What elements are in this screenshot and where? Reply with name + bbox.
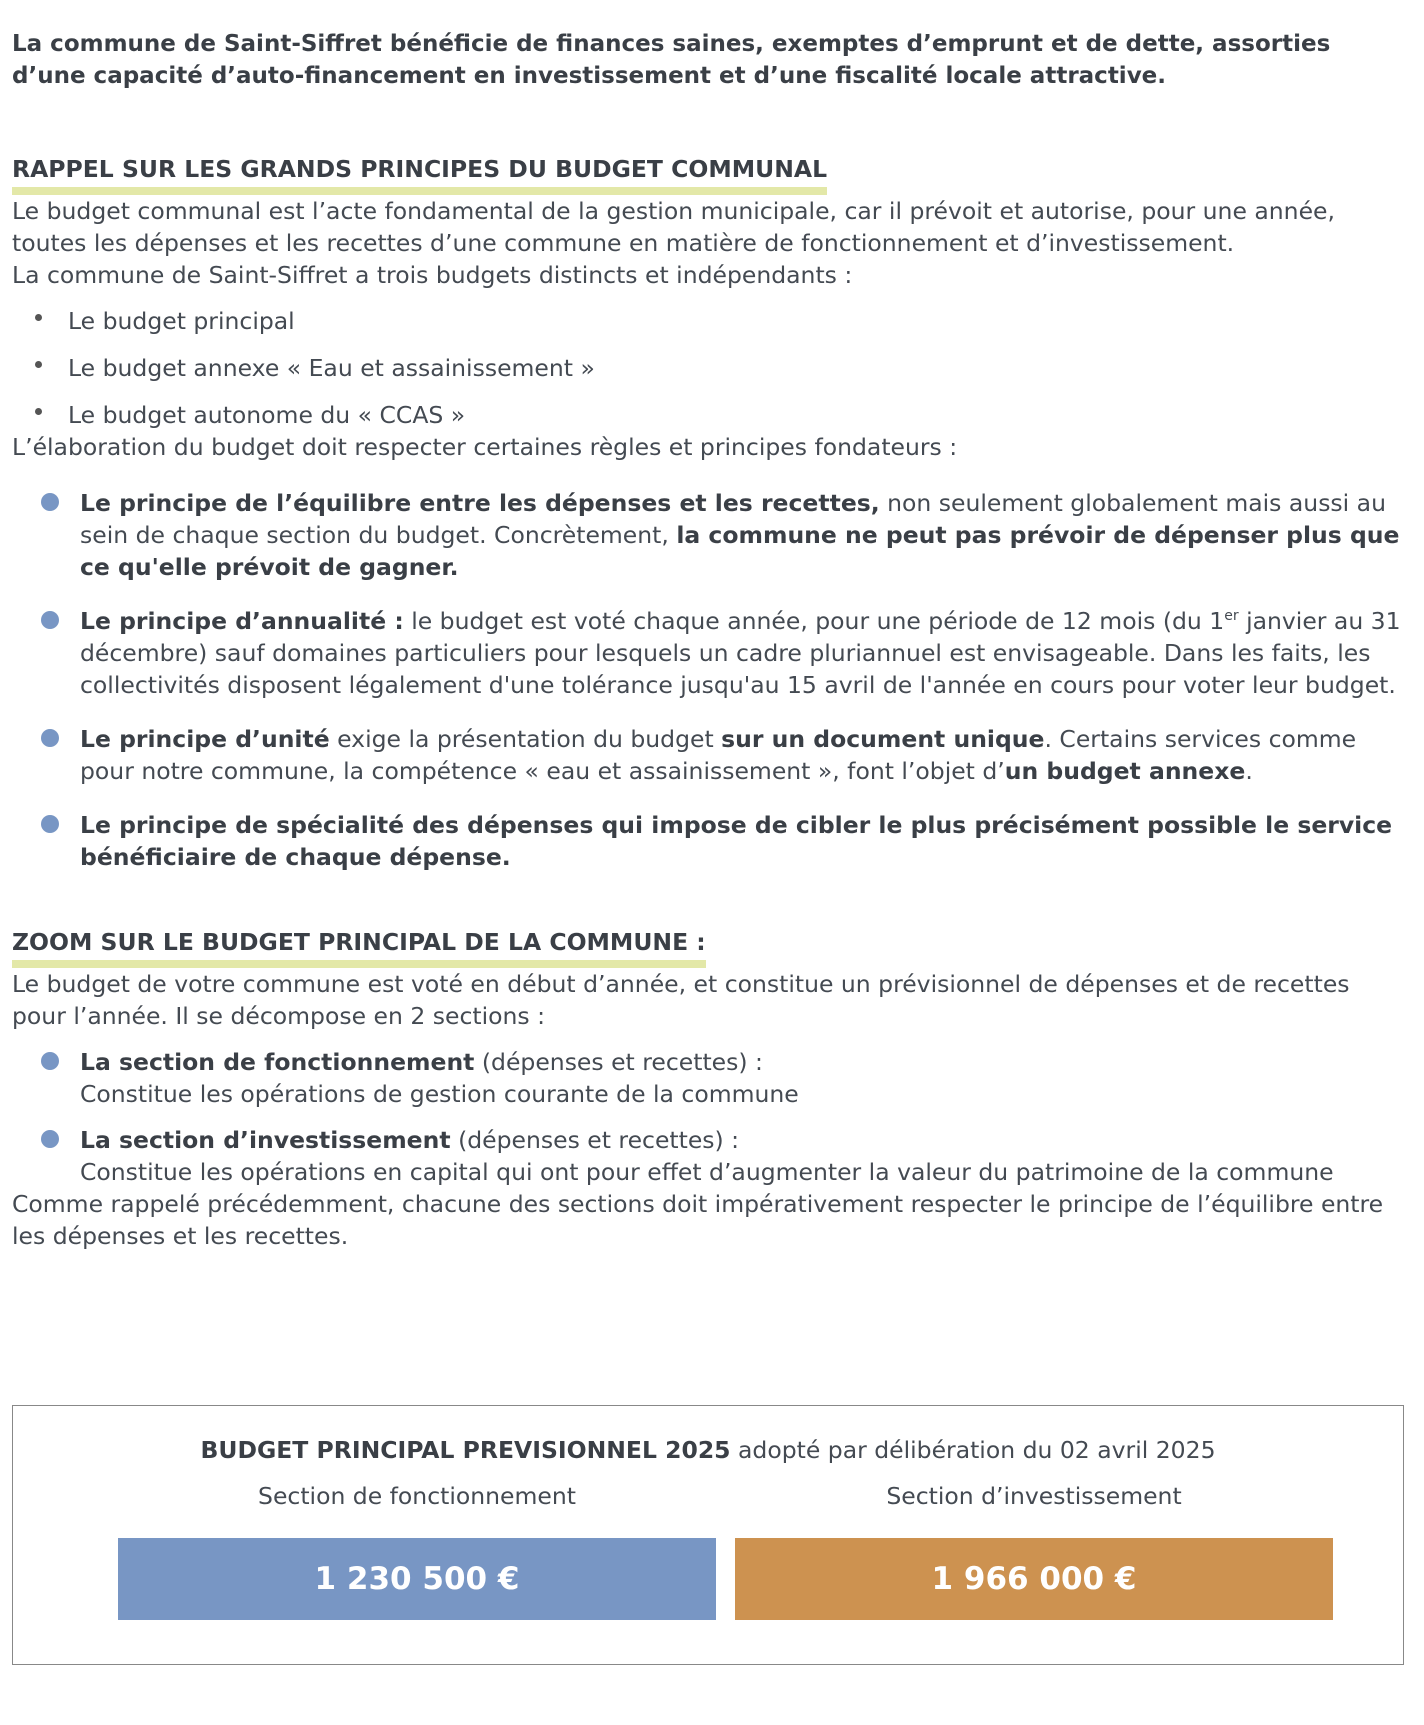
principle-annualite: Le principe d’annualité : le budget est voté chaque année, pour une période de 12 mois (du 1er janvier au 31 décembre) sauf domaines particuliers pour lesquels un cadre pluriannuel est envisageable. Dans les faits, les collectivités disposent légalement d'une tolérance jusqu'au 15 avril de l'année en cours pour voter leur budget. [12,605,1404,701]
three-budgets-paragraph: La commune de Saint-Siffret a trois budgets distincts et indépendants : [12,261,853,289]
bullet-icon [41,1052,59,1070]
principle-equilibre: Le principe de l’équilibre entre les dépenses et les recettes, non seulement globalement mais aussi au sein de chaque section du budget. Concrètement, la commune ne peut pas prévoir de dépenser plus que ce qu'elle prévoit de gagner. [12,487,1404,583]
bullet-icon [41,729,59,747]
principle-specialite: Le principe de spécialité des dépenses qui impose de cibler le plus précisément possible le service bénéficiaire de chaque dépense. [12,809,1404,873]
bullet-icon [41,815,59,833]
document-body [12,28,1404,1252]
rules-intro-paragraph: L’élaboration du budget doit respecter certaines règles et principes fondateurs : [12,433,958,461]
list-item: Le budget autonome du « CCAS » [12,399,1404,431]
investissement-label: Section d’investissement [886,1482,1182,1510]
budget-vote-paragraph: Le budget de votre commune est voté en début d’année, et constitue un prévisionnel de dépenses et de recettes pour l’année. Il se décompose en 2 sections : [12,970,1350,1030]
fonctionnement-amount: 1 230 500 € [118,1538,716,1620]
principles-list [12,487,1404,873]
fonctionnement-label: Section de fonctionnement [258,1482,576,1510]
investissement-amount: 1 966 000 € [735,1538,1333,1620]
principle-unite: Le principe d’unité exige la présentation du budget sur un document unique. Certains services comme pour notre commune, la compétence « eau et assainissement », font l’objet d’un budget annexe. [12,723,1404,787]
heading-budget-principles: RAPPEL SUR LES GRANDS PRINCIPES DU BUDGET COMMUNAL [12,154,827,195]
bullet-icon [41,493,59,511]
bullet-icon [35,361,42,368]
bullet-icon [41,611,59,629]
list-item: Le budget principal [12,305,1404,337]
bullet-icon [35,314,42,321]
intro-paragraph: La commune de Saint-Siffret bénéficie de finances saines, exemptes d’emprunt et de dette, assorties d’une capacité d’auto-financement en investissement et d’une fiscalité locale attractive. [12,31,1331,89]
bullet-icon [41,1130,59,1148]
heading-zoom-budget: ZOOM SUR LE BUDGET PRINCIPAL DE LA COMMUNE : [12,927,706,968]
list-item: Le budget annexe « Eau et assainissement » [12,352,1404,384]
section-investissement-item: La section d’investissement (dépenses et recettes) : Constitue les opérations en capital qui ont pour effet d’augmenter la valeur du patrimoine de la commune [12,1124,1404,1188]
section-fonctionnement-item: La section de fonctionnement (dépenses et recettes) : Constitue les opérations de gestion courante de la commune [12,1046,1404,1110]
budget-box-title: BUDGET PRINCIPAL PREVISIONNEL 2025 adopté par délibération du 02 avril 2025 [200,1436,1216,1464]
budgets-list [12,305,1404,431]
budget-definition-paragraph: Le budget communal est l’acte fondamental de la gestion municipale, car il prévoit et autorise, pour une année, toutes les dépenses et les recettes d’une commune en matière de fonctionnement et d’investissement. [12,197,1335,257]
sections-list [12,1046,1404,1188]
equilibre-reminder-paragraph: Comme rappelé précédemment, chacune des sections doit impérativement respecter le principe de l’équilibre entre les dépenses et les recettes. [12,1190,1384,1250]
budget-summary-box [12,1405,1404,1665]
bullet-icon [35,408,42,415]
